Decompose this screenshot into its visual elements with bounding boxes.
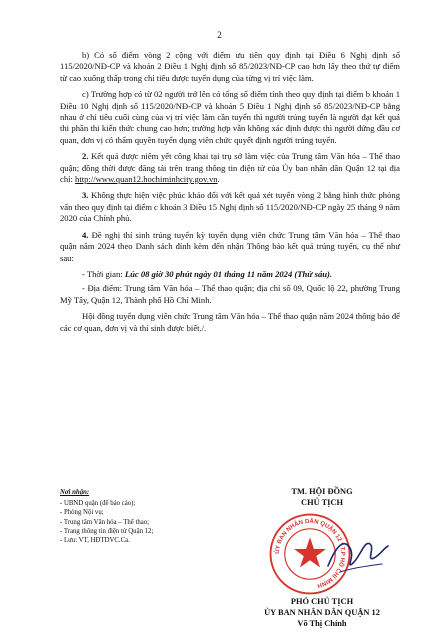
- signer-name: Võ Thị Chính: [297, 619, 347, 628]
- time-value: Lúc 08 giờ 30 phút ngày 01 tháng 11 năm 2024 (Thứ sáu).: [124, 268, 333, 279]
- closing-paragraph: Hội đồng tuyển dụng viên chức Trung tâm Văn hóa – Thể thao quận năm 2024 thông báo để các cơ quan, đơn vị và thí sinh được biết./.: [60, 311, 400, 333]
- paragraph-3: [60, 190, 400, 224]
- paragraph-2-end: .: [217, 174, 220, 185]
- handwritten-signature-icon: [322, 526, 392, 580]
- seal-area: [222, 508, 422, 596]
- signature-line-1: TM. HỘI ĐỒNG: [291, 487, 353, 496]
- recipient-item: - Trung tâm Văn hóa – Thể thao;: [60, 518, 150, 526]
- recipient-item: - Lưu: VT, HĐTDVC.Ca.: [60, 537, 130, 545]
- recipients-heading: Nơi nhận:: [60, 489, 90, 496]
- document-body: [60, 50, 400, 339]
- paragraph-c: c) Trường hợp có từ 02 người trở lên có tổng số điểm tính theo quy định tại điểm b khoản 1 Điều 10 Nghị định số 115/2020/NĐ-CP và khoản 5 Điều 1 Nghị định số 85/2023/NĐ-CP bằng nhau ở chỉ tiêu cuối cùng của vị trí việc làm cần tuyển thì người trúng tuyển là người đạt kết quả thi phần thi kiến thức chung cao hơn; trường hợp vẫn không xác định được thì người đứng đầu cơ quan, đơn vị có thẩm quyền tuyển dụng viên chức quyết định người trúng tuyển.: [60, 89, 400, 145]
- recipient-item: - Phòng Nội vụ;: [60, 509, 104, 517]
- recipient-item: - Trang thông tin điện tử Quận 12;: [60, 527, 154, 535]
- time-label: - Thời gian:: [82, 268, 125, 279]
- time-line: [60, 269, 400, 280]
- recipients-block: [60, 488, 220, 545]
- svg-text:ỦY BAN NHÂN DÂN QUẬN 12 * T.P: ỦY BAN NHÂN DÂN QUẬN 12 * T.P HỒ CHÍ MINH: [274, 518, 346, 589]
- paragraph-4: [60, 230, 400, 264]
- signature-block: [222, 486, 422, 629]
- paragraph-4-text: Đề nghị thí sinh trúng tuyển kỳ tuyển dụng viên chức Trung tâm Văn hóa – Thể thao quận năm 2024 theo Danh sách đính kèm đến nhận Thông báo kết quả trúng tuyển, cụ thể như sau:: [60, 229, 400, 263]
- paragraph-b: b) Có số điểm vòng 2 cộng với điểm ưu tiên quy định tại Điều 6 Nghị định số 115/2020/NĐ-CP và khoản 2 Điều 1 Nghị định số 85/2023/NĐ-CP cao hơn lấy theo thứ tự điểm từ cao xuống thấp trong chỉ tiêu được tuyển dụng của từng vị trí việc làm.: [60, 50, 400, 83]
- website-link[interactable]: http://www.quan12.hochiminhcity.gov.vn: [75, 174, 218, 185]
- paragraph-4-number: 4.: [82, 229, 89, 240]
- recipient-item: - UBND quận (để báo cáo);: [60, 500, 136, 508]
- page-number: 2: [217, 30, 222, 40]
- signature-line-2: CHỦ TỊCH: [301, 498, 343, 507]
- signer-title-1: PHÓ CHỦ TỊCH: [290, 597, 354, 606]
- paragraph-2: [60, 151, 400, 185]
- paragraph-2-text: Kết quả được niêm yết công khai tại trụ sở làm việc của Trung tâm Văn hóa – Thể thao quận; đồng thời được đăng tải trên trang thông tin điện tử của Ủy ban nhân dân Quận 12 tại địa chỉ:: [60, 151, 400, 185]
- paragraph-3-number: 3.: [82, 190, 89, 201]
- signer-title-2: ỦY BAN NHÂN DÂN QUẬN 12: [264, 608, 380, 617]
- paragraph-3-text: Không thực hiện việc phúc khảo đối với kết quả xét tuyển vòng 2 bằng hình thức phỏng vấn theo quy định tại điểm c khoản 3 Điều 15 Nghị định số 115/2020/NĐ-CP ngày 25 tháng 9 năm 2020 của Chính phủ.: [60, 190, 400, 224]
- place-line: - Địa điểm: Trung tâm Văn hóa – Thể thao quận; địa chỉ số 09, Quốc lộ 22, phường Trung Mỹ Tây, Quận 12, Thành phố Hồ Chí Minh.: [60, 283, 400, 305]
- paragraph-2-number: 2.: [82, 151, 89, 162]
